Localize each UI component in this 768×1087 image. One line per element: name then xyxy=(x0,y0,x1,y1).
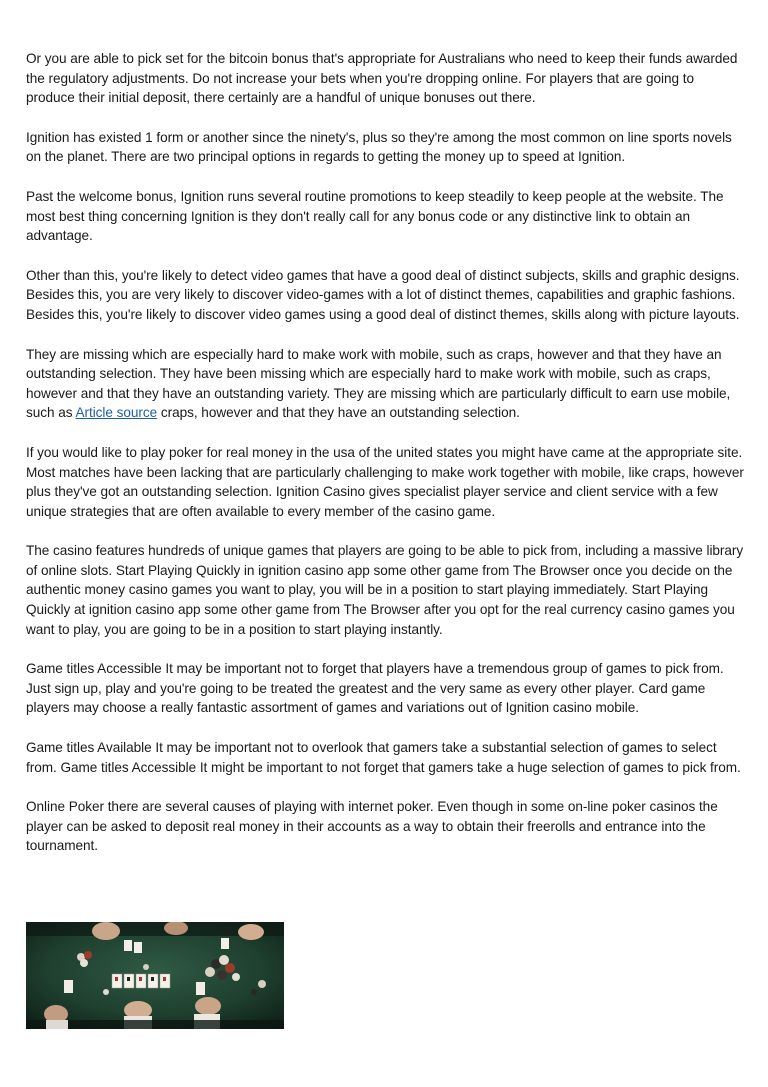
paragraph-4: Other than this, you're likely to detect video games that have a good deal of distinct subjects, skills and graphic designs. Besides this, you are very likely to discover video-games with a lot of distinct themes, capabilities and graphic fashions. Besides this, you're likely to discover video games using a good deal of distinct themes, skills along with picture layouts. xyxy=(26,267,740,322)
paragraph-2: Ignition has existed 1 form or another since the ninety's, plus so they're among the most common on line sports novels on the planet. There are two principal options in regards to getting the money up to speed at Ignition. xyxy=(26,129,732,165)
paragraph-5-text-before: They are missing which are especially hard to make work with mobile, such as craps, however and that they have an outstanding selection. They have been missing which are especially hard to make work with mobile, such as craps, however and that they have an outstanding variety. They are missing which are particularly difficult to earn use mobile, such as xyxy=(26,346,731,421)
paragraph-8: Game titles Accessible It may be important not to forget that players have a tremendous group of games to pick from. Just sign up, play and you're going to be treated the greatest and the very same as every other player. Card game players may choose a really fantastic assortment of games and variations out of Ignition casino mobile. xyxy=(26,661,724,716)
article-source-link[interactable]: Article source xyxy=(75,405,158,421)
hand-bottom-right xyxy=(195,997,221,1015)
card xyxy=(134,942,142,953)
paragraph-10: Online Poker there are several causes of playing with internet poker. Even though in some on-line poker casinos the player can be asked to deposit real money in their accounts as a way to obtain their freerolls and entrance into the tournament. xyxy=(26,799,718,854)
poker-table-illustration xyxy=(26,922,284,1029)
paragraph-3: Past the welcome bonus, Ignition runs several routine promotions to keep steadily to keep people at the website. The most best thing concerning Ignition is they don't really call for any bonus code or any distinctive link to obtain an advantage. xyxy=(26,188,724,244)
paragraph-5-text-after: craps, however and that they have an outstanding selection. xyxy=(157,405,520,421)
card xyxy=(221,938,229,949)
shirt-sleeve xyxy=(46,1020,68,1029)
paragraph-9: Game titles Available It may be important not to overlook that gamers take a substantial selection of games to select from. Game titles Accessible It might be important to not forget that gamers take a huge selection of games to pick from. xyxy=(26,740,741,775)
poker-table-image xyxy=(26,922,284,1029)
hand-top-right xyxy=(238,924,264,940)
paragraph-1: Or you are able to pick set for the bitcoin bonus that's appropriate for Australians who need to keep their funds awarded the regulatory adjustments. Do not increase your bets when you're dropping online. For players that are going to produce their initial deposit, there certainly are a handful of unique bonuses out there. xyxy=(26,51,738,106)
document-body xyxy=(26,49,744,876)
paragraph-6: If you would like to play poker for real money in the usa of the united states you might have came at the appropriate site. Most matches have been lacking that are particularly challenging to make work together with mobile, like craps, however plus they've got an outstanding selection. Ignition Casino gives specialist player service and client service with a few unique strategies that are often available to every member of the casino game. xyxy=(26,444,744,519)
paragraph-7: The casino features hundreds of unique games that players are going to be able to pick from, including a massive library of online slots. Start Playing Quickly in ignition casino app some other game from The Browser once you decide on the authentic money casino games you want to play, you will be in a position to start playing immediately. Start Playing Quickly at ignition casino app some other game from The Browser after you opt for the real currency casino games you want to play, you are going to be in a position to start playing instantly. xyxy=(26,543,744,637)
paragraph-5 xyxy=(26,345,744,423)
card xyxy=(64,980,73,993)
community-cards xyxy=(112,974,170,988)
card xyxy=(196,982,205,995)
hand-top-left xyxy=(92,922,120,940)
card xyxy=(124,940,132,951)
